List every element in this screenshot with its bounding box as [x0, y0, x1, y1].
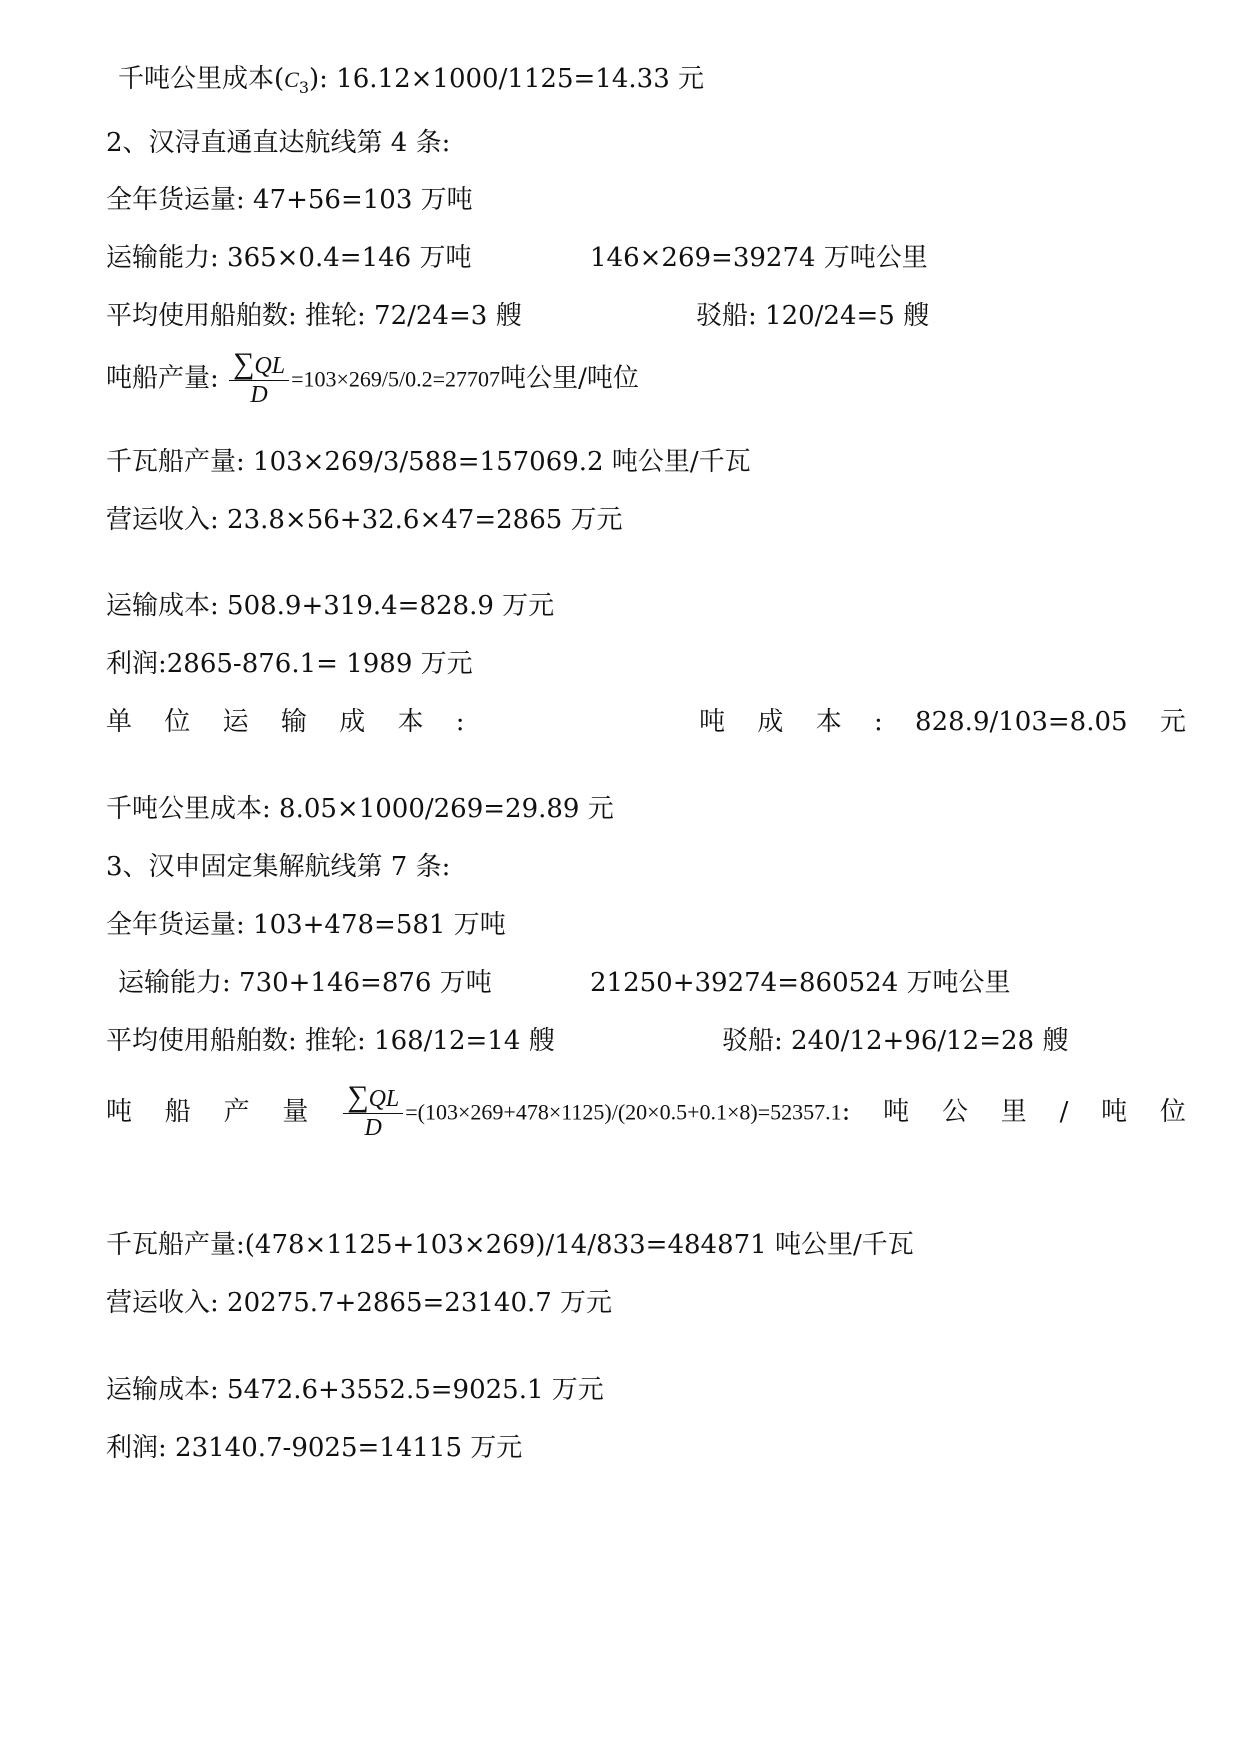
math-variable: C — [284, 67, 299, 92]
justified-line — [106, 705, 1186, 739]
text-char: 船 — [164, 1097, 191, 1127]
text-char: 产 — [223, 1097, 250, 1127]
text-char: 吨 — [883, 1097, 910, 1127]
text-char: 输 — [280, 707, 307, 737]
text-line: 利润:2865-876.1= 1989 万元 — [106, 649, 473, 679]
text-line: 驳船: 120/24=5 艘 — [696, 301, 930, 331]
section-heading: 3、汉申固定集解航线第 7 条: — [106, 852, 451, 882]
text-char: / — [1059, 1097, 1069, 1127]
text-line: 全年货运量: 47+56=103 万吨 — [106, 185, 473, 215]
text-line: 千吨公里成本: 8.05×1000/269=29.89 元 — [106, 794, 614, 824]
text-char: : — [874, 707, 883, 737]
text-line: 运输能力: 365×0.4=146 万吨 — [106, 243, 472, 273]
sigma-symbol: ∑ — [347, 1079, 369, 1113]
text-line: 运输成本: 508.9+319.4=828.9 万元 — [106, 591, 555, 621]
text-line: 营运收入: 23.8×56+32.6×47=2865 万元 — [106, 505, 623, 535]
text-line: 利润: 23140.7-9025=14115 万元 — [106, 1433, 523, 1463]
math-expression: =103×269/5/0.2=27707 — [291, 366, 501, 392]
text-char: 里 — [1000, 1097, 1027, 1127]
text-char: 运 — [222, 707, 249, 737]
text-char: 吨 — [106, 1097, 133, 1127]
fraction-numerator: ∑QL — [229, 350, 289, 381]
text-char: 成 — [757, 707, 784, 737]
text-segment: ): 16.12×1000/1125=14.33 元 — [309, 64, 704, 94]
formula-line — [106, 347, 639, 409]
text-segment: 千吨公里成本( — [118, 64, 285, 94]
text-segment: 吨公里/吨位 — [500, 363, 639, 394]
text-line: 21250+39274=860524 万吨公里 — [590, 968, 1011, 998]
text-char: 量 — [282, 1097, 309, 1127]
text-line: 驳船: 240/12+96/12=28 艘 — [722, 1026, 1069, 1056]
formula-line — [106, 1080, 1186, 1144]
math-subscript: 3 — [298, 78, 310, 97]
fraction — [343, 1079, 403, 1142]
text-line: 146×269=39274 万吨公里 — [590, 243, 928, 273]
text-char: 位 — [1159, 1097, 1186, 1127]
text-char: 吨 — [699, 707, 726, 737]
fraction-denominator: D — [250, 382, 268, 408]
text-char: 公 — [941, 1097, 968, 1127]
math-expression: =(103×269+478×1125)/(20×0.5+0.1×8)=52357.1 — [405, 1099, 842, 1124]
section-heading: 2、汉浔直通直达航线第 4 条: — [106, 128, 451, 158]
sigma-symbol: ∑ — [233, 347, 255, 380]
text-char: 元 — [1159, 707, 1186, 737]
text-line: 运输成本: 5472.6+3552.5=9025.1 万元 — [106, 1375, 604, 1405]
text-line: 运输能力: 730+146=876 万吨 — [118, 968, 492, 998]
text-char: 本 — [815, 707, 842, 737]
text-line — [118, 62, 704, 105]
fraction-denominator: D — [364, 1114, 382, 1141]
text-line: 平均使用船舶数: 推轮: 72/24=3 艘 — [106, 301, 522, 331]
text-line: 千瓦船产量: 103×269/3/588=157069.2 吨公里/千瓦 — [106, 447, 751, 477]
fraction-numerator: ∑QL — [343, 1083, 403, 1114]
text-char: : — [455, 707, 465, 737]
fraction — [229, 347, 289, 409]
text-line: 全年货运量: 103+478=581 万吨 — [106, 910, 506, 940]
text-segment: 吨船产量: — [106, 363, 219, 394]
text-char: 本 — [397, 707, 424, 737]
text-segment: 828.9/103=8.05 — [915, 707, 1128, 737]
text-line: 营运收入: 20275.7+2865=23140.7 万元 — [106, 1288, 613, 1318]
text-segment: : — [841, 1096, 851, 1126]
text-char: 位 — [164, 707, 191, 737]
text-char: 单 — [106, 707, 133, 737]
text-line: 平均使用船舶数: 推轮: 168/12=14 艘 — [106, 1026, 555, 1056]
text-line: 千瓦船产量:(478×1125+103×269)/14/833=484871 吨公里/千瓦 — [106, 1230, 914, 1260]
text-char: 吨 — [1101, 1097, 1128, 1127]
text-char: 成 — [339, 707, 366, 737]
formula — [341, 1079, 851, 1142]
